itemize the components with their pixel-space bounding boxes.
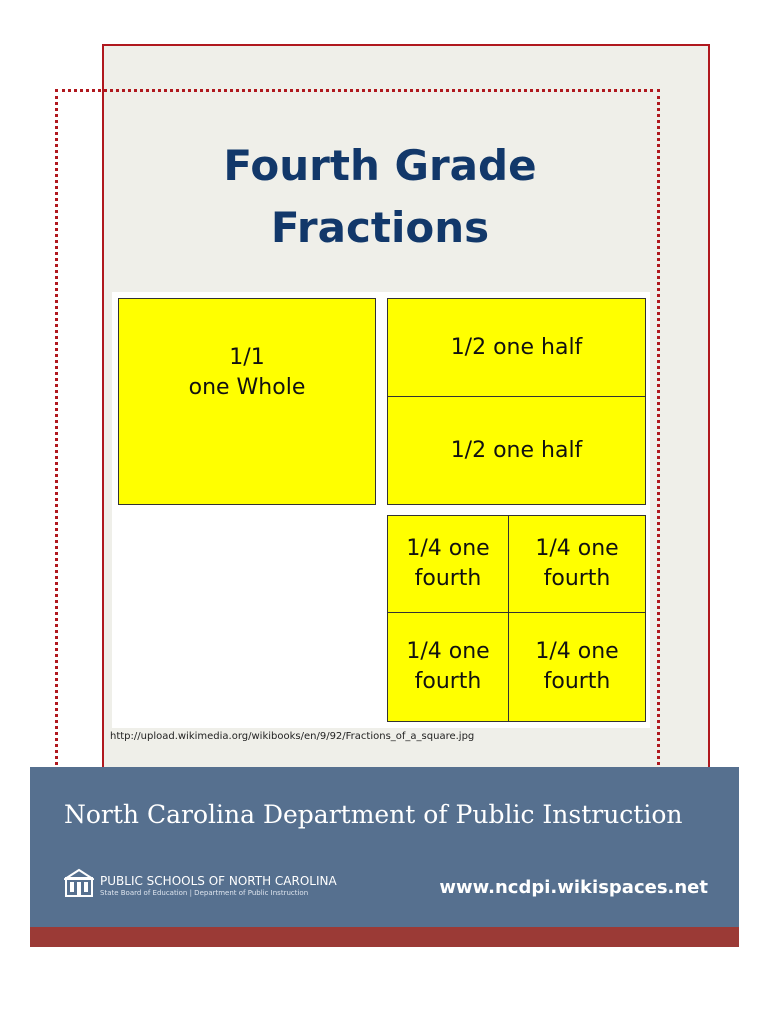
fraction-fourth-1 (387, 515, 509, 613)
school-building-icon (64, 868, 94, 898)
title-line-2: Fractions (270, 203, 490, 252)
fraction-fourth-3-label: 1/4 one fourth (406, 639, 490, 694)
footer-banner (30, 767, 739, 927)
document-title (104, 135, 656, 259)
fraction-half-1-label: 1/2 one half (450, 334, 583, 360)
fraction-half-2 (387, 396, 646, 505)
fraction-whole-label: 1/1 one Whole (188, 345, 306, 400)
fraction-fourth-3 (387, 612, 509, 722)
fraction-fourth-2-label: 1/4 one fourth (535, 536, 619, 591)
fraction-fourth-4 (508, 612, 646, 722)
title-line-1: Fourth Grade (223, 141, 537, 190)
footer-stripe (30, 927, 739, 947)
org-subtitle: State Board of Education | Department of Public Instruction (100, 889, 309, 897)
department-name: North Carolina Department of Public Instruction (64, 800, 683, 829)
website-link[interactable]: www.ncdpi.wikispaces.net (439, 877, 708, 898)
fraction-whole (118, 298, 376, 505)
org-name: PUBLIC SCHOOLS OF NORTH CAROLINA (100, 874, 337, 888)
fraction-fourth-2 (508, 515, 646, 613)
fraction-half-2-label: 1/2 one half (450, 437, 583, 463)
image-source-url: http://upload.wikimedia.org/wikibooks/en/9/92/Fractions_of_a_square.jpg (110, 731, 475, 742)
fraction-half-1 (387, 298, 646, 397)
fractions-figure (112, 292, 650, 728)
fraction-fourth-4-label: 1/4 one fourth (535, 639, 619, 694)
fraction-fourth-1-label: 1/4 one fourth (406, 536, 490, 591)
